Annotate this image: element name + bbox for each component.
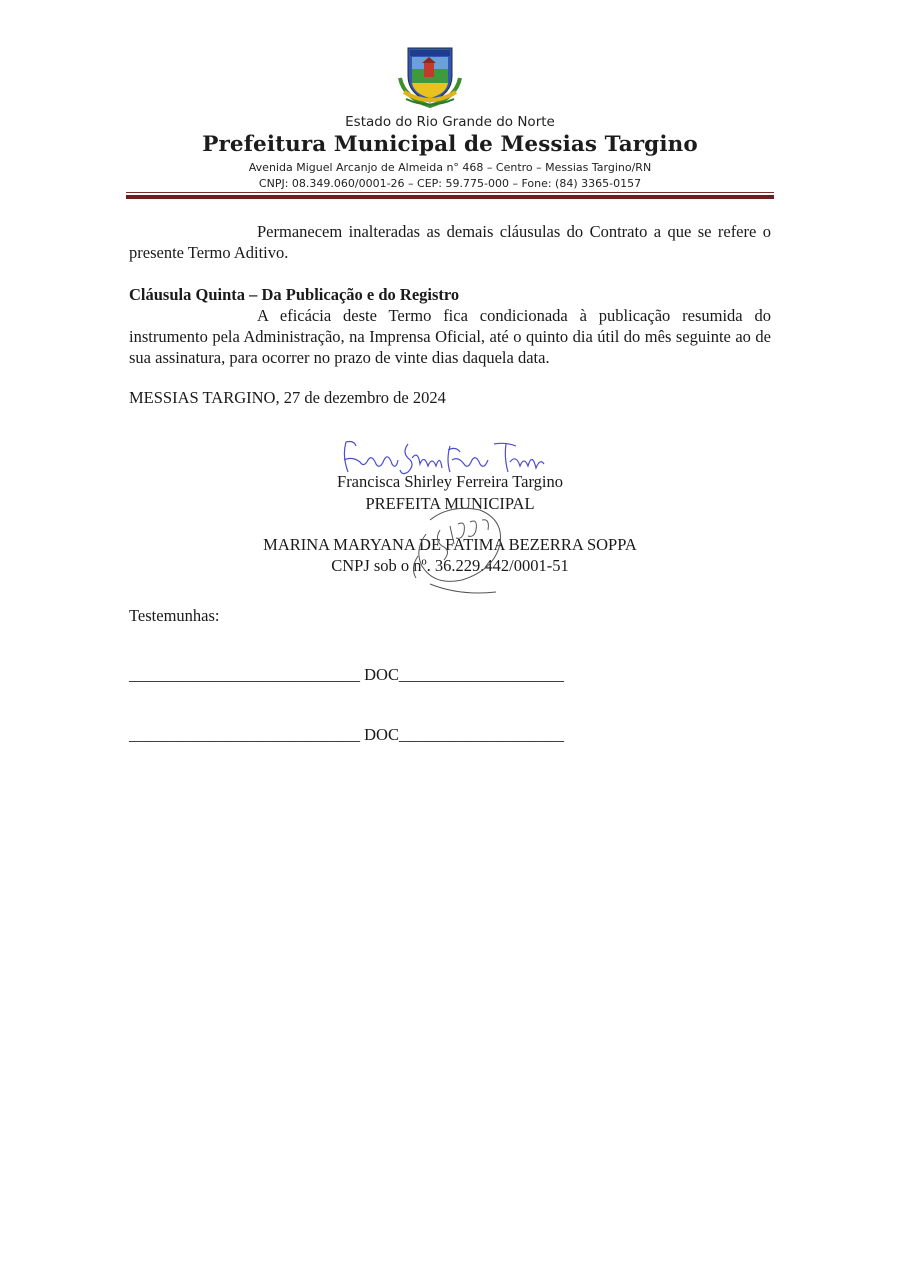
header-state: Estado do Rio Grande do Norte xyxy=(345,114,555,130)
header-address: Avenida Miguel Arcanjo de Almeida n° 468 – Centro – Messias Targino/RN xyxy=(248,161,652,174)
clause-five-heading: Cláusula Quinta – Da Publicação e do Registro xyxy=(129,285,460,304)
header-divider xyxy=(126,192,774,193)
paragraph-unchanged-clauses: Permanecem inalteradas as demais cláusulas do Contrato a que se refere o presente Termo Aditivo. xyxy=(129,222,771,262)
contractor-name: MARINA MARYANA DE FATIMA BEZERRA SOPPA xyxy=(263,535,637,554)
clause-five-text: A eficácia deste Termo fica condicionada à publicação resumida do instrumento pela Administração, na Imprensa Oficial, até o quinto dia útil do mês seguinte ao de sua assinatura, para ocorrer no prazo de vinte dias daquela data. xyxy=(129,306,771,367)
witness-line-1: ____________________________ DOC____________________ xyxy=(129,665,564,684)
header-title: Prefeitura Municipal de Messias Targino xyxy=(202,132,698,157)
contractor-cnpj: CNPJ sob o nº. 36.229.442/0001-51 xyxy=(331,556,569,575)
header-contact: CNPJ: 08.349.060/0001-26 – CEP: 59.775-000 – Fone: (84) 3365-0157 xyxy=(258,177,642,190)
municipal-crest-icon xyxy=(398,42,462,108)
witnesses-label: Testemunhas: xyxy=(129,606,220,625)
header-divider-bold xyxy=(126,195,774,199)
place-date: MESSIAS TARGINO, 27 de dezembro de 2024 xyxy=(129,388,446,407)
mayor-name: Francisca Shirley Ferreira Targino xyxy=(337,472,563,491)
mayor-role: PREFEITA MUNICIPAL xyxy=(365,494,535,513)
witness-line-2: ____________________________ DOC____________________ xyxy=(129,725,564,744)
